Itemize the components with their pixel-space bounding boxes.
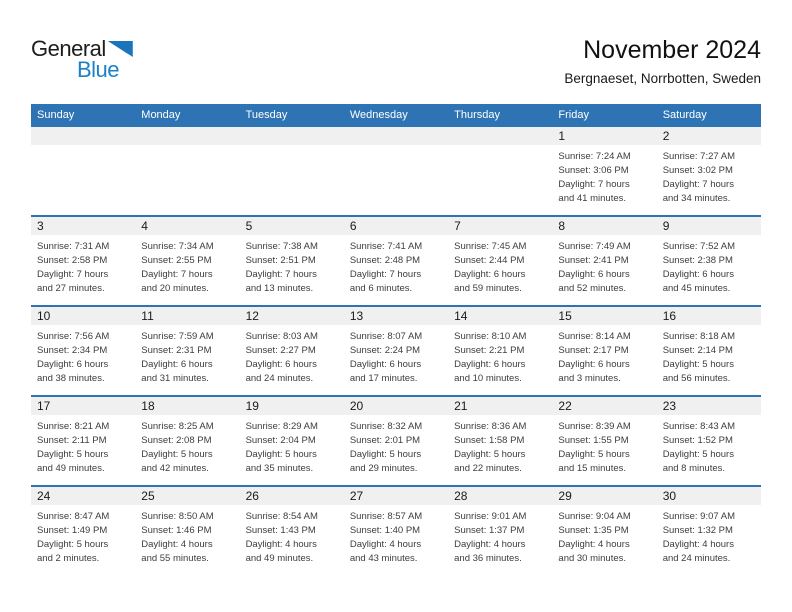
day-cell-26 [240,486,344,576]
day-cell-9 [657,216,761,306]
sun-info-line: Sunrise: 7:34 AM [141,241,214,252]
sun-info-line: Daylight: 7 hours [662,179,734,190]
sun-info-line: Sunrise: 9:04 AM [558,511,631,522]
week-row [31,306,761,396]
day-number: 17 [31,397,135,415]
day-sun-info [344,415,448,476]
title-block [564,36,761,86]
sun-info-line: Sunset: 2:58 PM [37,255,108,266]
day-cell-8 [552,216,656,306]
sun-info-line: Sunset: 2:01 PM [349,435,421,446]
sun-info-line: Daylight: 5 hours [662,359,734,370]
sun-info-line: Daylight: 4 hours [454,539,526,550]
sun-info-line: Sunrise: 7:41 AM [349,241,423,252]
sun-info-line: and 20 minutes. [141,283,209,294]
calendar-grid [31,104,761,576]
sun-info-line: Daylight: 7 hours [245,269,317,280]
day-number [448,127,552,145]
day-number: 14 [448,307,552,325]
empty-day-cell [240,126,344,216]
sun-info-line: Sunset: 2:24 PM [349,345,421,356]
sun-info-line: Sunrise: 8:21 AM [37,421,110,432]
day-sun-info [135,235,239,296]
day-number: 30 [657,487,761,505]
sun-info-line: Sunset: 1:32 PM [662,525,733,536]
day-number: 4 [135,217,239,235]
sun-info-line: Sunset: 2:04 PM [245,435,316,446]
day-cell-16 [657,306,761,396]
day-number: 29 [552,487,656,505]
sun-info-line: and 36 minutes. [454,553,522,564]
sun-info-line: and 30 minutes. [558,553,627,564]
day-cell-7 [448,216,552,306]
sun-info-line: Sunrise: 8:50 AM [141,511,214,522]
sun-info-line: Sunset: 2:21 PM [454,345,525,356]
sun-info-line: Sunset: 1:46 PM [141,525,212,536]
sun-info-line: Daylight: 4 hours [349,539,422,550]
day-sun-info [657,505,761,566]
day-number: 23 [657,397,761,415]
day-sun-info [552,145,656,206]
day-sun-info [31,415,135,476]
weekday-header-row [31,104,761,126]
sun-info-line: Sunrise: 7:31 AM [37,241,110,252]
week-row [31,216,761,306]
day-sun-info [552,325,656,386]
day-number: 21 [448,397,552,415]
sun-info-line: Sunset: 2:41 PM [558,255,629,266]
sun-info-line: Sunset: 1:55 PM [558,435,629,446]
sun-info-line: and 38 minutes. [37,373,105,384]
sun-info-line: and 13 minutes. [245,283,314,294]
day-number: 8 [552,217,656,235]
sun-info-line: Daylight: 5 hours [141,449,213,460]
day-number: 1 [552,127,656,145]
sun-info-line: Sunrise: 8:07 AM [349,331,423,342]
weekday-header-monday: Monday [135,104,239,126]
day-cell-4 [135,216,239,306]
week-row [31,126,761,216]
calendar-header-area [31,0,761,104]
sun-info-line: Sunset: 2:48 PM [349,255,421,266]
sun-info-line: Sunrise: 8:36 AM [454,421,527,432]
sun-info-line: Daylight: 4 hours [662,539,734,550]
logo-text-general: General [31,36,106,61]
day-sun-info [240,415,344,476]
day-number: 13 [344,307,448,325]
day-number [240,127,344,145]
day-sun-info [31,325,135,386]
day-cell-3 [31,216,135,306]
day-number: 19 [240,397,344,415]
day-number: 25 [135,487,239,505]
day-sun-info [344,325,448,386]
day-cell-14 [448,306,552,396]
location-subtitle: Bergnaeset, Norrbotten, Sweden [564,71,761,86]
weekday-header-friday: Friday [552,104,656,126]
sun-info-line: Sunrise: 7:27 AM [662,151,736,162]
day-sun-info [135,415,239,476]
sun-info-line: Sunrise: 8:10 AM [454,331,527,342]
sun-info-line: Sunrise: 7:49 AM [558,241,631,252]
sun-info-line: Daylight: 5 hours [662,449,734,460]
sun-info-line: and 49 minutes. [37,463,105,474]
sun-info-line: Daylight: 6 hours [245,359,317,370]
day-number: 5 [240,217,344,235]
sun-info-line: Sunrise: 7:38 AM [245,241,318,252]
day-number: 3 [31,217,135,235]
day-sun-info [657,145,761,206]
day-number: 18 [135,397,239,415]
sun-info-line: Daylight: 7 hours [349,269,422,280]
day-number: 27 [344,487,448,505]
sun-info-line: Sunrise: 8:57 AM [349,511,423,522]
day-number: 22 [552,397,656,415]
day-sun-info [448,415,552,476]
sun-info-line: Sunset: 1:35 PM [558,525,629,536]
sun-info-line: Sunset: 2:51 PM [245,255,316,266]
sun-info-line: Sunset: 2:38 PM [662,255,733,266]
sun-info-line: Sunrise: 8:03 AM [245,331,318,342]
sun-info-line: and 10 minutes. [454,373,522,384]
sun-info-line: Daylight: 6 hours [349,359,422,370]
day-sun-info [344,505,448,566]
sun-info-line: Sunrise: 7:52 AM [662,241,736,252]
day-cell-19 [240,396,344,486]
logo-text-blue: Blue [77,57,120,82]
day-sun-info [31,235,135,296]
sun-info-line: Daylight: 5 hours [349,449,422,460]
day-cell-30 [657,486,761,576]
day-number [31,127,135,145]
day-sun-info [552,415,656,476]
sun-info-line: Sunrise: 9:07 AM [662,511,736,522]
sun-info-line: and 59 minutes. [454,283,522,294]
sun-info-line: Sunset: 3:02 PM [662,165,733,176]
sun-info-line: and 31 minutes. [141,373,209,384]
day-cell-27 [344,486,448,576]
day-cell-15 [552,306,656,396]
sun-info-line: Sunset: 1:49 PM [37,525,108,536]
sun-info-line: Sunset: 2:44 PM [454,255,525,266]
empty-day-cell [31,126,135,216]
sun-info-line: and 2 minutes. [37,553,100,564]
general-blue-logo [31,38,151,80]
sun-info-line: Sunrise: 8:25 AM [141,421,214,432]
day-cell-12 [240,306,344,396]
day-sun-info [552,505,656,566]
sun-info-line: Daylight: 4 hours [558,539,630,550]
sun-info-line: Daylight: 6 hours [141,359,213,370]
sun-info-line: Sunset: 1:52 PM [662,435,733,446]
day-cell-21 [448,396,552,486]
sun-info-line: Daylight: 6 hours [454,269,526,280]
day-sun-info [31,505,135,566]
sun-info-line: Sunrise: 8:54 AM [245,511,318,522]
sun-info-line: Sunset: 2:31 PM [141,345,212,356]
sun-info-line: and 52 minutes. [558,283,627,294]
day-sun-info [657,235,761,296]
day-sun-info [448,505,552,566]
day-sun-info [448,235,552,296]
day-cell-25 [135,486,239,576]
sun-info-line: Daylight: 4 hours [245,539,317,550]
sun-info-line: and 29 minutes. [349,463,418,474]
sun-info-line: Sunrise: 8:14 AM [558,331,631,342]
sun-info-line: and 56 minutes. [662,373,731,384]
sun-info-line: Sunrise: 8:29 AM [245,421,318,432]
sun-info-line: Daylight: 5 hours [245,449,317,460]
day-cell-6 [344,216,448,306]
sun-info-line: Sunrise: 7:45 AM [454,241,527,252]
sun-info-line: Sunrise: 7:56 AM [37,331,110,342]
sun-info-line: Sunrise: 8:47 AM [37,511,110,522]
day-cell-22 [552,396,656,486]
day-cell-29 [552,486,656,576]
day-sun-info [657,415,761,476]
day-sun-info [552,235,656,296]
sun-info-line: Daylight: 7 hours [141,269,213,280]
day-cell-5 [240,216,344,306]
sun-info-line: and 43 minutes. [349,553,418,564]
week-row [31,396,761,486]
day-number: 15 [552,307,656,325]
sun-info-line: Daylight: 7 hours [37,269,109,280]
empty-day-cell [135,126,239,216]
sun-info-line: Sunset: 2:08 PM [141,435,212,446]
sun-info-line: and 24 minutes. [662,553,731,564]
sun-info-line: and 24 minutes. [245,373,314,384]
weekday-header-sunday: Sunday [31,104,135,126]
day-sun-info [240,505,344,566]
day-number [344,127,448,145]
day-cell-24 [31,486,135,576]
logo-triangle-icon [108,41,133,57]
sun-info-line: Sunset: 1:40 PM [349,525,421,536]
sun-info-line: Daylight: 6 hours [662,269,734,280]
sun-info-line: Daylight: 5 hours [558,449,630,460]
sun-info-line: Daylight: 6 hours [558,269,630,280]
sun-info-line: and 3 minutes. [558,373,621,384]
week-row [31,486,761,576]
day-number: 20 [344,397,448,415]
day-cell-2 [657,126,761,216]
sun-info-line: Sunset: 2:34 PM [37,345,108,356]
sun-info-line: Daylight: 7 hours [558,179,630,190]
day-sun-info [240,325,344,386]
sun-info-line: Sunrise: 8:32 AM [349,421,423,432]
day-sun-info [448,325,552,386]
sun-info-line: Sunset: 1:43 PM [245,525,316,536]
day-number: 28 [448,487,552,505]
sun-info-line: and 34 minutes. [662,193,731,204]
sun-info-line: Sunset: 2:17 PM [558,345,629,356]
sun-info-line: and 49 minutes. [245,553,314,564]
sun-info-line: Sunset: 2:27 PM [245,345,316,356]
day-sun-info [135,325,239,386]
day-cell-18 [135,396,239,486]
sun-info-line: Daylight: 6 hours [454,359,526,370]
sun-info-line: and 8 minutes. [662,463,726,474]
sun-info-line: and 17 minutes. [349,373,418,384]
sun-info-line: Sunrise: 9:01 AM [454,511,527,522]
weekday-header-thursday: Thursday [448,104,552,126]
day-number: 24 [31,487,135,505]
sun-info-line: Daylight: 5 hours [37,449,109,460]
day-number: 9 [657,217,761,235]
sun-info-line: Daylight: 6 hours [558,359,630,370]
sun-info-line: Sunrise: 7:24 AM [558,151,631,162]
sun-info-line: Daylight: 5 hours [37,539,109,550]
day-cell-11 [135,306,239,396]
day-cell-23 [657,396,761,486]
day-number [135,127,239,145]
day-number: 16 [657,307,761,325]
day-cell-20 [344,396,448,486]
sun-info-line: and 35 minutes. [245,463,314,474]
day-sun-info [344,235,448,296]
sun-info-line: Sunset: 3:06 PM [558,165,629,176]
sun-info-line: Sunset: 2:55 PM [141,255,212,266]
sun-info-line: and 22 minutes. [454,463,522,474]
weekday-header-tuesday: Tuesday [240,104,344,126]
sun-info-line: Sunrise: 8:43 AM [662,421,736,432]
sun-info-line: Daylight: 5 hours [454,449,526,460]
sun-info-line: Sunset: 1:37 PM [454,525,525,536]
day-cell-1 [552,126,656,216]
weekday-header-saturday: Saturday [657,104,761,126]
empty-day-cell [344,126,448,216]
day-number: 26 [240,487,344,505]
sun-info-line: and 55 minutes. [141,553,209,564]
day-sun-info [240,235,344,296]
empty-day-cell [448,126,552,216]
day-sun-info [135,505,239,566]
day-number: 7 [448,217,552,235]
sun-info-line: Sunrise: 8:18 AM [662,331,736,342]
sun-info-line: Sunset: 2:14 PM [662,345,733,356]
day-cell-13 [344,306,448,396]
sun-info-line: and 45 minutes. [662,283,731,294]
weekday-header-wednesday: Wednesday [344,104,448,126]
sun-info-line: and 6 minutes. [349,283,413,294]
day-cell-17 [31,396,135,486]
sun-info-line: Sunset: 1:58 PM [454,435,525,446]
day-number: 6 [344,217,448,235]
day-cell-10 [31,306,135,396]
sun-info-line: Sunrise: 7:59 AM [141,331,214,342]
sun-info-line: and 41 minutes. [558,193,627,204]
sun-info-line: and 42 minutes. [141,463,209,474]
month-title: November 2024 [583,36,761,64]
day-number: 2 [657,127,761,145]
sun-info-line: Daylight: 6 hours [37,359,109,370]
day-cell-28 [448,486,552,576]
sun-info-line: and 27 minutes. [37,283,105,294]
sun-info-line: Sunrise: 8:39 AM [558,421,631,432]
sun-info-line: and 15 minutes. [558,463,627,474]
day-number: 11 [135,307,239,325]
day-number: 12 [240,307,344,325]
day-number: 10 [31,307,135,325]
sun-info-line: Sunset: 2:11 PM [37,435,107,446]
sun-info-line: Daylight: 4 hours [141,539,213,550]
day-sun-info [657,325,761,386]
